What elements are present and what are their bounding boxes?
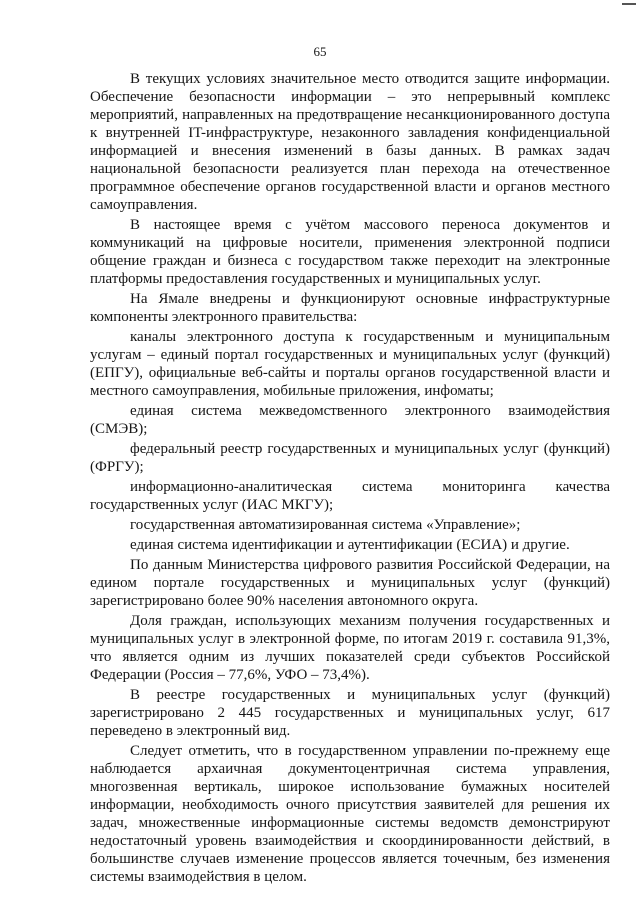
- list-item-frgu: федеральный реестр государственных и муниципальных услуг (функций) (ФРГУ);: [90, 441, 610, 475]
- list-item-esia: единая система идентификации и аутентификации (ЕСИА) и другие.: [130, 537, 570, 553]
- paragraph-digital-transition: В настоящее время с учётом массового переноса документов и коммуникаций на цифровые носители, применения электронной подписи общение граждан и бизнеса с государством также переходит на электронные платформы предоставления государственных и муниципальных услуг.: [90, 217, 610, 287]
- list-item-ias-mkgu: информационно-аналитическая система мониторинга качества государственных услуг (ИАС МКГУ);: [90, 479, 610, 513]
- list-item-upravlenie: государственная автоматизированная система «Управление»;: [130, 517, 521, 533]
- document-body: [90, 70, 610, 888]
- corner-mark: [622, 3, 636, 5]
- paragraph-information-security: В текущих условиях значительное место отводится защите информации. Обеспечение безопасности информации – это непрерывный комплекс мероприятий, направленных на предотвращение несанкционированного доступа к внутренней IT-инфраструктуре, незаконного завладения конфиденциальной информацией и внесения изменений в базы данных. В рамках задач национальной безопасности реализуется план перехода на отечественное программное обеспечение органов государственной власти и органов местного самоуправления.: [90, 71, 610, 213]
- paragraph-yamal-components: На Ямале внедрены и функционируют основные инфраструктурные компоненты электронного правительства:: [90, 291, 610, 325]
- paragraph-electronic-share: Доля граждан, использующих механизм получения государственных и муниципальных услуг в электронной форме, по итогам 2019 г. составила 91,3%, что является одним из лучших показателей среди субъектов Российской Федерации (Россия – 77,6%, УФО – 73,4%).: [90, 613, 610, 683]
- paragraph-archaic-system: Следует отметить, что в государственном управлении по-прежнему еще наблюдается архаичная документоцентричная система управления, многозвенная вертикаль, широкое использование бумажных носителей информации, необходимость очного присутствия заявителей для решения их задач, множественные информационные системы ведомств демонстрируют недостаточный уровень взаимодействия и скоординированности действий, в большинстве случаев изменение процессов является точечным, без изменения системы взаимодействия в целом.: [90, 743, 610, 885]
- list-item-smev: единая система межведомственного электронного взаимодействия (СМЭВ);: [90, 403, 610, 437]
- paragraph-registry: В реестре государственных и муниципальных услуг (функций) зарегистрировано 2 445 государственных и муниципальных услуг, 617 переведено в электронный вид.: [90, 687, 610, 739]
- list-item-access-channels: каналы электронного доступа к государственным и муниципальным услугам – единый портал государственных и муниципальных услуг (функций) (ЕПГУ), официальные веб-сайты и порталы органов государственной власти и местного самоуправления, мобильные приложения, инфоматы;: [90, 329, 610, 399]
- page-number: 65: [313, 44, 327, 59]
- paragraph-portal-registration: По данным Министерства цифрового развития Российской Федерации, на едином портале государственных и муниципальных услуг (функций) зарегистрировано более 90% населения автономного округа.: [90, 557, 610, 609]
